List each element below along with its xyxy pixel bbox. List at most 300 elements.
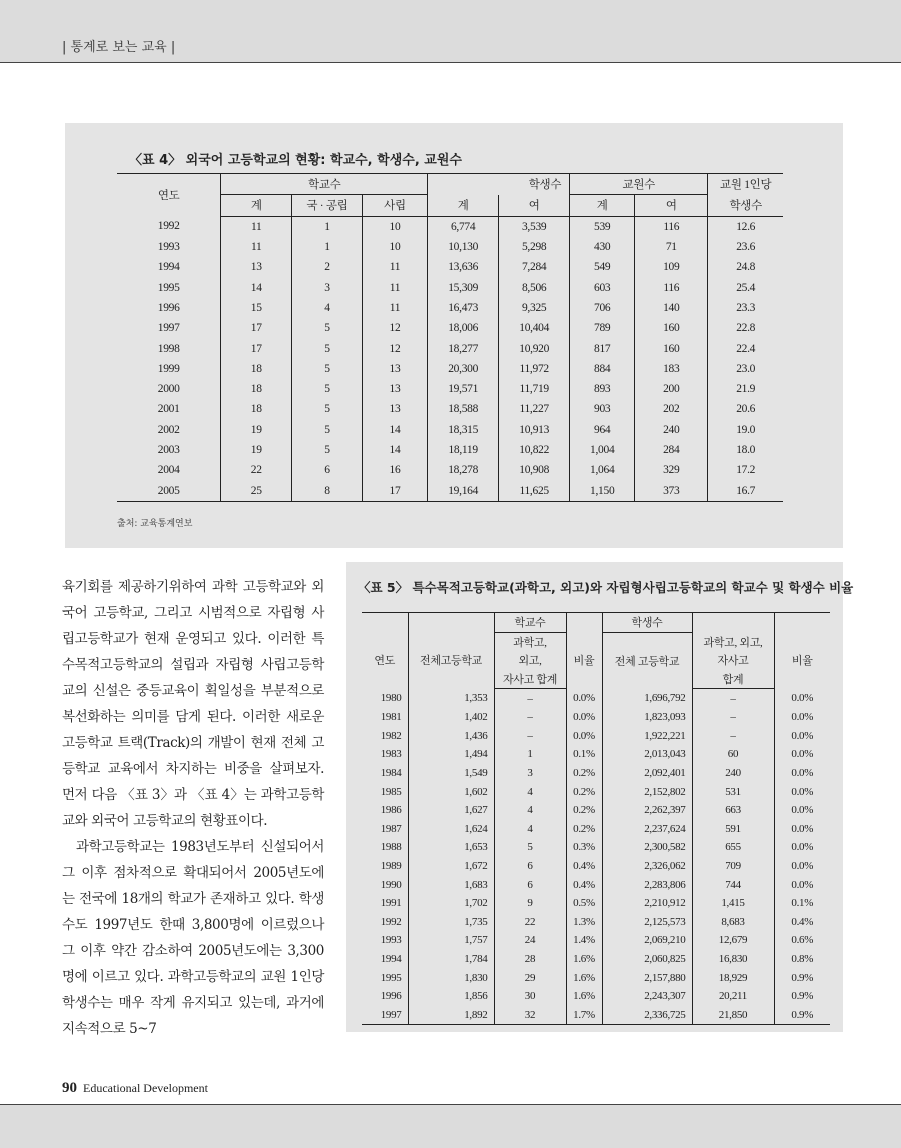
table-cell: 1 — [292, 237, 363, 257]
table-cell: 17 — [362, 480, 427, 501]
table-cell: – — [692, 708, 774, 727]
table-4-source: 출처: 교육통계연보 — [117, 519, 193, 529]
table-cell: 0.9% — [774, 987, 830, 1006]
table-cell: 1,353 — [408, 689, 494, 708]
table-cell: 1 — [292, 216, 363, 237]
table-cell: 20,300 — [428, 359, 499, 379]
footer — [62, 1080, 208, 1097]
table-cell: 17 — [221, 338, 292, 358]
table-cell: 1,830 — [408, 968, 494, 987]
table-cell: 2000 — [157, 383, 180, 396]
table-cell: 0.9% — [774, 968, 830, 987]
table-cell: 10,404 — [499, 318, 570, 338]
table-row — [362, 913, 830, 932]
table-cell: 539 — [570, 216, 635, 237]
table-row — [362, 950, 830, 969]
table-row — [117, 277, 783, 297]
table-cell: 22 — [221, 460, 292, 480]
table-row — [362, 801, 830, 820]
table-cell: 10,920 — [499, 338, 570, 358]
table-cell: 0.0% — [566, 727, 602, 746]
table-cell: 1992 — [157, 220, 180, 233]
table-cell: 5 — [292, 338, 363, 358]
table-cell: 12.6 — [708, 216, 783, 237]
table-cell: 160 — [635, 318, 708, 338]
table-cell: 10,908 — [499, 460, 570, 480]
header-blank-5 — [774, 613, 830, 633]
table-cell: 18 — [221, 379, 292, 399]
table-cell: 0.0% — [774, 820, 830, 839]
header-students: 학생수 — [428, 174, 570, 195]
header-sp-students-l2: 자사고 — [692, 651, 774, 670]
table-cell: 1980 — [380, 692, 402, 705]
table-cell: 1,436 — [408, 727, 494, 746]
table-row — [117, 460, 783, 480]
table-cell: 23.6 — [708, 237, 783, 257]
table-cell: 1992 — [380, 915, 402, 928]
table-cell: 4 — [494, 782, 566, 801]
table-cell: 71 — [635, 237, 708, 257]
table-row — [362, 838, 830, 857]
table-cell: 0.1% — [774, 894, 830, 913]
table-row — [117, 318, 783, 338]
table-cell: 0.2% — [566, 801, 602, 820]
table-cell: 13,636 — [428, 257, 499, 277]
table-cell: 23.0 — [708, 359, 783, 379]
table-cell: 240 — [692, 764, 774, 783]
table-cell: 1997 — [157, 322, 180, 335]
table-row — [117, 379, 783, 399]
table-cell: 1,672 — [408, 857, 494, 876]
table-cell: 1.6% — [566, 950, 602, 969]
table-cell: 1996 — [380, 990, 402, 1003]
table-cell: 964 — [570, 420, 635, 440]
table-cell: 116 — [635, 277, 708, 297]
table-cell: 200 — [635, 379, 708, 399]
table-cell: 13 — [362, 379, 427, 399]
header-teachers: 교원수 — [570, 174, 708, 195]
table-cell: 22.8 — [708, 318, 783, 338]
table-cell: 13 — [362, 359, 427, 379]
table-row — [117, 338, 783, 358]
table-cell: 10 — [362, 216, 427, 237]
table-cell: 8 — [292, 480, 363, 501]
table-cell: 2,092,401 — [602, 764, 692, 783]
table-cell: 1994 — [157, 261, 180, 274]
table-cell: 10,822 — [499, 440, 570, 460]
table-cell: 10,130 — [428, 237, 499, 257]
table-cell: 603 — [570, 277, 635, 297]
table-cell: 12,679 — [692, 931, 774, 950]
table-row — [117, 359, 783, 379]
table-row — [362, 875, 830, 894]
table-cell: – — [692, 689, 774, 708]
table-cell: 30 — [494, 987, 566, 1006]
table-cell: 0.0% — [774, 708, 830, 727]
table-cell: 0.0% — [774, 782, 830, 801]
table-cell: 2,157,880 — [602, 968, 692, 987]
table-cell: 1991 — [380, 897, 402, 910]
table-cell: 17.2 — [708, 460, 783, 480]
table-cell: 11,227 — [499, 399, 570, 419]
table-cell: 11 — [221, 216, 292, 237]
table-cell: 4 — [494, 801, 566, 820]
table-cell: 18 — [221, 359, 292, 379]
table-cell: 19 — [221, 420, 292, 440]
table-row — [362, 745, 830, 764]
table-cell: 1,784 — [408, 950, 494, 969]
footer-band — [0, 1104, 901, 1148]
table-cell: 1.6% — [566, 987, 602, 1006]
table-row — [362, 727, 830, 746]
table-cell: 25 — [221, 480, 292, 501]
table-cell: 1985 — [380, 785, 402, 798]
table-row — [362, 782, 830, 801]
table-cell: 19.0 — [708, 420, 783, 440]
table-cell: 1993 — [380, 934, 402, 947]
table-cell: 0.0% — [566, 689, 602, 708]
table-cell: 240 — [635, 420, 708, 440]
header-blank-2 — [408, 613, 494, 633]
table-cell: 1987 — [380, 822, 402, 835]
table-row — [117, 237, 783, 257]
table-cell: 19,571 — [428, 379, 499, 399]
table-cell: 5,298 — [499, 237, 570, 257]
table-cell: 0.0% — [774, 838, 830, 857]
table-row — [362, 931, 830, 950]
table-cell: 1989 — [380, 860, 402, 873]
table-row — [362, 1005, 830, 1024]
table-cell: 3 — [494, 764, 566, 783]
table-4-title: 〈표 4〉 외국어 고등학교의 현황: 학교수, 학생수, 교원수 — [129, 153, 462, 168]
table-cell: 1.7% — [566, 1005, 602, 1024]
table-cell: 2,262,397 — [602, 801, 692, 820]
table-cell: 183 — [635, 359, 708, 379]
table-cell: 21,850 — [692, 1005, 774, 1024]
table-cell: 329 — [635, 460, 708, 480]
table-cell: 2,069,210 — [602, 931, 692, 950]
table-cell: 1,856 — [408, 987, 494, 1006]
table-cell: 1981 — [380, 711, 402, 724]
table-cell: 3,539 — [499, 216, 570, 237]
table-cell: 1997 — [362, 1005, 408, 1024]
header-special-l2: 외고, — [494, 651, 566, 670]
table-cell: 14 — [362, 440, 427, 460]
table-cell: 2,210,912 — [602, 894, 692, 913]
table-cell: 15 — [221, 298, 292, 318]
table-cell: 2002 — [157, 423, 180, 436]
table-cell: 18 — [221, 399, 292, 419]
table-cell: 24 — [494, 931, 566, 950]
table-cell: 160 — [635, 338, 708, 358]
table-cell: 5 — [292, 440, 363, 460]
header-public: 국 · 공립 — [292, 195, 363, 216]
header-ratio-2: 비율 — [774, 632, 830, 689]
table-cell: 6,774 — [428, 216, 499, 237]
table-cell: 18,006 — [428, 318, 499, 338]
table-cell: 5 — [292, 379, 363, 399]
table-5 — [362, 612, 830, 1025]
table-cell: 18,119 — [428, 440, 499, 460]
table-4 — [117, 173, 783, 502]
header-sp-students-l3: 합계 — [692, 670, 774, 689]
table-cell: 1993 — [157, 241, 180, 254]
table-cell: 0.4% — [774, 913, 830, 932]
table-cell: 1,494 — [408, 745, 494, 764]
table-cell: 13 — [362, 399, 427, 419]
table-cell: 11,972 — [499, 359, 570, 379]
header-blank-3 — [566, 613, 602, 633]
table-cell: 7,284 — [499, 257, 570, 277]
header-students: 학생수 — [602, 613, 692, 633]
table-row — [117, 257, 783, 277]
table-cell: 2,336,725 — [602, 1005, 692, 1024]
table-cell: 14 — [221, 277, 292, 297]
table-cell: 0.6% — [774, 931, 830, 950]
table-row — [362, 857, 830, 876]
table-cell: 29 — [494, 968, 566, 987]
header-teachers-female: 여 — [635, 195, 708, 216]
table-cell: 6 — [292, 460, 363, 480]
table-row — [117, 399, 783, 419]
table-cell: 1986 — [380, 804, 402, 817]
table-cell: 11 — [362, 257, 427, 277]
table-cell: 1983 — [380, 748, 402, 761]
table-cell: 1982 — [380, 729, 402, 742]
table-cell: 16,830 — [692, 950, 774, 969]
header-ratio: 비율 — [566, 632, 602, 689]
table-cell: 25.4 — [708, 277, 783, 297]
table-cell: 11 — [362, 277, 427, 297]
table-cell: 1.3% — [566, 913, 602, 932]
table-cell: 1,696,792 — [602, 689, 692, 708]
header-schools: 학교수 — [221, 174, 428, 195]
table-cell: 5 — [292, 399, 363, 419]
table-cell: 0.4% — [566, 857, 602, 876]
table-cell: 5 — [292, 318, 363, 338]
table-cell: 5 — [292, 359, 363, 379]
table-5-box — [346, 562, 854, 1032]
table-cell: 893 — [570, 379, 635, 399]
header-per-teacher: 교원 1인당 — [708, 174, 783, 195]
table-cell: 17 — [221, 318, 292, 338]
table-cell: 0.0% — [774, 764, 830, 783]
table-cell: 0.2% — [566, 820, 602, 839]
table-cell: 1,415 — [692, 894, 774, 913]
table-cell: 1,922,221 — [602, 727, 692, 746]
table-cell: 1,549 — [408, 764, 494, 783]
table-cell: 13 — [221, 257, 292, 277]
table-cell: 19,164 — [428, 480, 499, 501]
table-cell: 28 — [494, 950, 566, 969]
table-cell: 549 — [570, 257, 635, 277]
table-cell: 6 — [494, 875, 566, 894]
table-cell: 1994 — [380, 952, 402, 965]
header-blank-4 — [692, 613, 774, 633]
table-cell: 21.9 — [708, 379, 783, 399]
table-cell: 1,004 — [570, 440, 635, 460]
table-row — [362, 764, 830, 783]
table-cell: 709 — [692, 857, 774, 876]
table-cell: 11,625 — [499, 480, 570, 501]
table-cell: 11 — [221, 237, 292, 257]
table-cell: – — [494, 708, 566, 727]
table-cell: 2,283,806 — [602, 875, 692, 894]
table-cell: 0.0% — [774, 727, 830, 746]
header-special-l3: 자사고 합계 — [494, 670, 566, 689]
table-cell: 0.0% — [774, 875, 830, 894]
table-cell: 1,653 — [408, 838, 494, 857]
table-cell: 8,683 — [692, 913, 774, 932]
table-row — [362, 689, 830, 708]
table-cell: 10,913 — [499, 420, 570, 440]
table-cell: 8,506 — [499, 277, 570, 297]
header-sp-students-l1: 과학고, 외고, — [692, 632, 774, 651]
table-cell: 20,211 — [692, 987, 774, 1006]
table-cell: 2005 — [117, 480, 221, 501]
table-cell: 12 — [362, 318, 427, 338]
header-students-female: 여 — [499, 195, 570, 216]
table-cell: 9 — [494, 894, 566, 913]
table-cell: 11,719 — [499, 379, 570, 399]
table-cell: 1,602 — [408, 782, 494, 801]
table-cell: 20.6 — [708, 399, 783, 419]
table-cell: 18,278 — [428, 460, 499, 480]
table-row — [362, 968, 830, 987]
header-special-l1: 과학고, — [494, 632, 566, 651]
table-cell: 1,823,093 — [602, 708, 692, 727]
table-row — [362, 894, 830, 913]
table-cell: 706 — [570, 298, 635, 318]
table-cell: – — [494, 727, 566, 746]
table-cell: 2004 — [157, 464, 180, 477]
table-cell: 15,309 — [428, 277, 499, 297]
table-cell: 22 — [494, 913, 566, 932]
table-cell: 9,325 — [499, 298, 570, 318]
table-cell: 0.0% — [774, 857, 830, 876]
table-cell: 5 — [494, 838, 566, 857]
table-cell: 903 — [570, 399, 635, 419]
table-cell: 744 — [692, 875, 774, 894]
table-row — [117, 420, 783, 440]
table-cell: 2,300,582 — [602, 838, 692, 857]
table-cell: 591 — [692, 820, 774, 839]
table-cell: 3 — [292, 277, 363, 297]
table-row — [117, 480, 783, 501]
header-year: 연도 — [374, 655, 396, 668]
table-cell: 2,326,062 — [602, 857, 692, 876]
table-cell: 373 — [635, 480, 708, 501]
table-cell: 18,315 — [428, 420, 499, 440]
table-cell: 6 — [494, 857, 566, 876]
header-private: 사립 — [362, 195, 427, 216]
table-cell: 2 — [292, 257, 363, 277]
table-5-title: 〈표 5〉 특수목적고등학교(과학고, 외고)와 자립형사립고등학교의 학교수 및 학생수 비율 — [358, 580, 854, 595]
table-cell: 2001 — [157, 403, 180, 416]
table-cell: 0.2% — [566, 764, 602, 783]
table-cell: 0.5% — [566, 894, 602, 913]
table-cell: 22.4 — [708, 338, 783, 358]
table-cell: 430 — [570, 237, 635, 257]
table-cell: 1,702 — [408, 894, 494, 913]
table-cell: 1,683 — [408, 875, 494, 894]
table-cell: 24.8 — [708, 257, 783, 277]
running-header: | 통계로 보는 교육 | — [62, 40, 176, 55]
table-cell: 23.3 — [708, 298, 783, 318]
table-cell: 531 — [692, 782, 774, 801]
table-cell: 284 — [635, 440, 708, 460]
body-text — [62, 574, 324, 1042]
table-row — [117, 298, 783, 318]
table-cell: 1995 — [380, 971, 402, 984]
table-cell: 663 — [692, 801, 774, 820]
table-row — [362, 987, 830, 1006]
table-cell: 60 — [692, 745, 774, 764]
table-cell: 884 — [570, 359, 635, 379]
table-cell: 1.4% — [566, 931, 602, 950]
header-year: 연도 — [117, 174, 221, 217]
table-cell: 1,150 — [570, 480, 635, 501]
table-cell: 2,152,802 — [602, 782, 692, 801]
table-row — [117, 216, 783, 237]
table-cell: 0.3% — [566, 838, 602, 857]
header-all-high: 전체고등학교 — [408, 632, 494, 689]
table-cell: 32 — [494, 1005, 566, 1024]
table-cell: 202 — [635, 399, 708, 419]
table-cell: 18,929 — [692, 968, 774, 987]
table-cell: 2,125,573 — [602, 913, 692, 932]
table-cell: 19 — [221, 440, 292, 460]
table-cell: 1984 — [380, 767, 402, 780]
header-teachers-total: 계 — [570, 195, 635, 216]
table-cell: 4 — [292, 298, 363, 318]
table-cell: 0.2% — [566, 782, 602, 801]
table-cell: 1,735 — [408, 913, 494, 932]
table-cell: 2,060,825 — [602, 950, 692, 969]
table-cell: 1990 — [380, 878, 402, 891]
table-cell: 1.6% — [566, 968, 602, 987]
header-schools: 학교수 — [494, 613, 566, 633]
table-cell: 1 — [494, 745, 566, 764]
page-number: 90 — [62, 1080, 77, 1096]
table-cell: 4 — [494, 820, 566, 839]
header-total: 계 — [221, 195, 292, 216]
header-blank — [362, 613, 408, 633]
table-cell: 11 — [362, 298, 427, 318]
table-row — [362, 708, 830, 727]
table-row — [362, 820, 830, 839]
table-cell: 16,473 — [428, 298, 499, 318]
table-cell: 140 — [635, 298, 708, 318]
table-cell: 1999 — [157, 362, 180, 375]
table-cell: 0.0% — [566, 708, 602, 727]
table-cell: 1,892 — [408, 1005, 494, 1024]
table-cell: 16.7 — [708, 480, 783, 501]
table-cell: 1998 — [157, 342, 180, 355]
table-cell: 1995 — [157, 281, 180, 294]
table-cell: 2003 — [157, 444, 180, 456]
table-cell: 0.4% — [566, 875, 602, 894]
table-cell: 2,013,043 — [602, 745, 692, 764]
table-cell: 1988 — [380, 841, 402, 854]
table-cell: 12 — [362, 338, 427, 358]
table-cell: 0.0% — [774, 689, 830, 708]
header-students-total: 계 — [428, 195, 499, 216]
table-cell: 14 — [362, 420, 427, 440]
table-cell: 655 — [692, 838, 774, 857]
header-per-teacher-sub: 학생수 — [708, 195, 783, 216]
table-cell: 10 — [362, 237, 427, 257]
